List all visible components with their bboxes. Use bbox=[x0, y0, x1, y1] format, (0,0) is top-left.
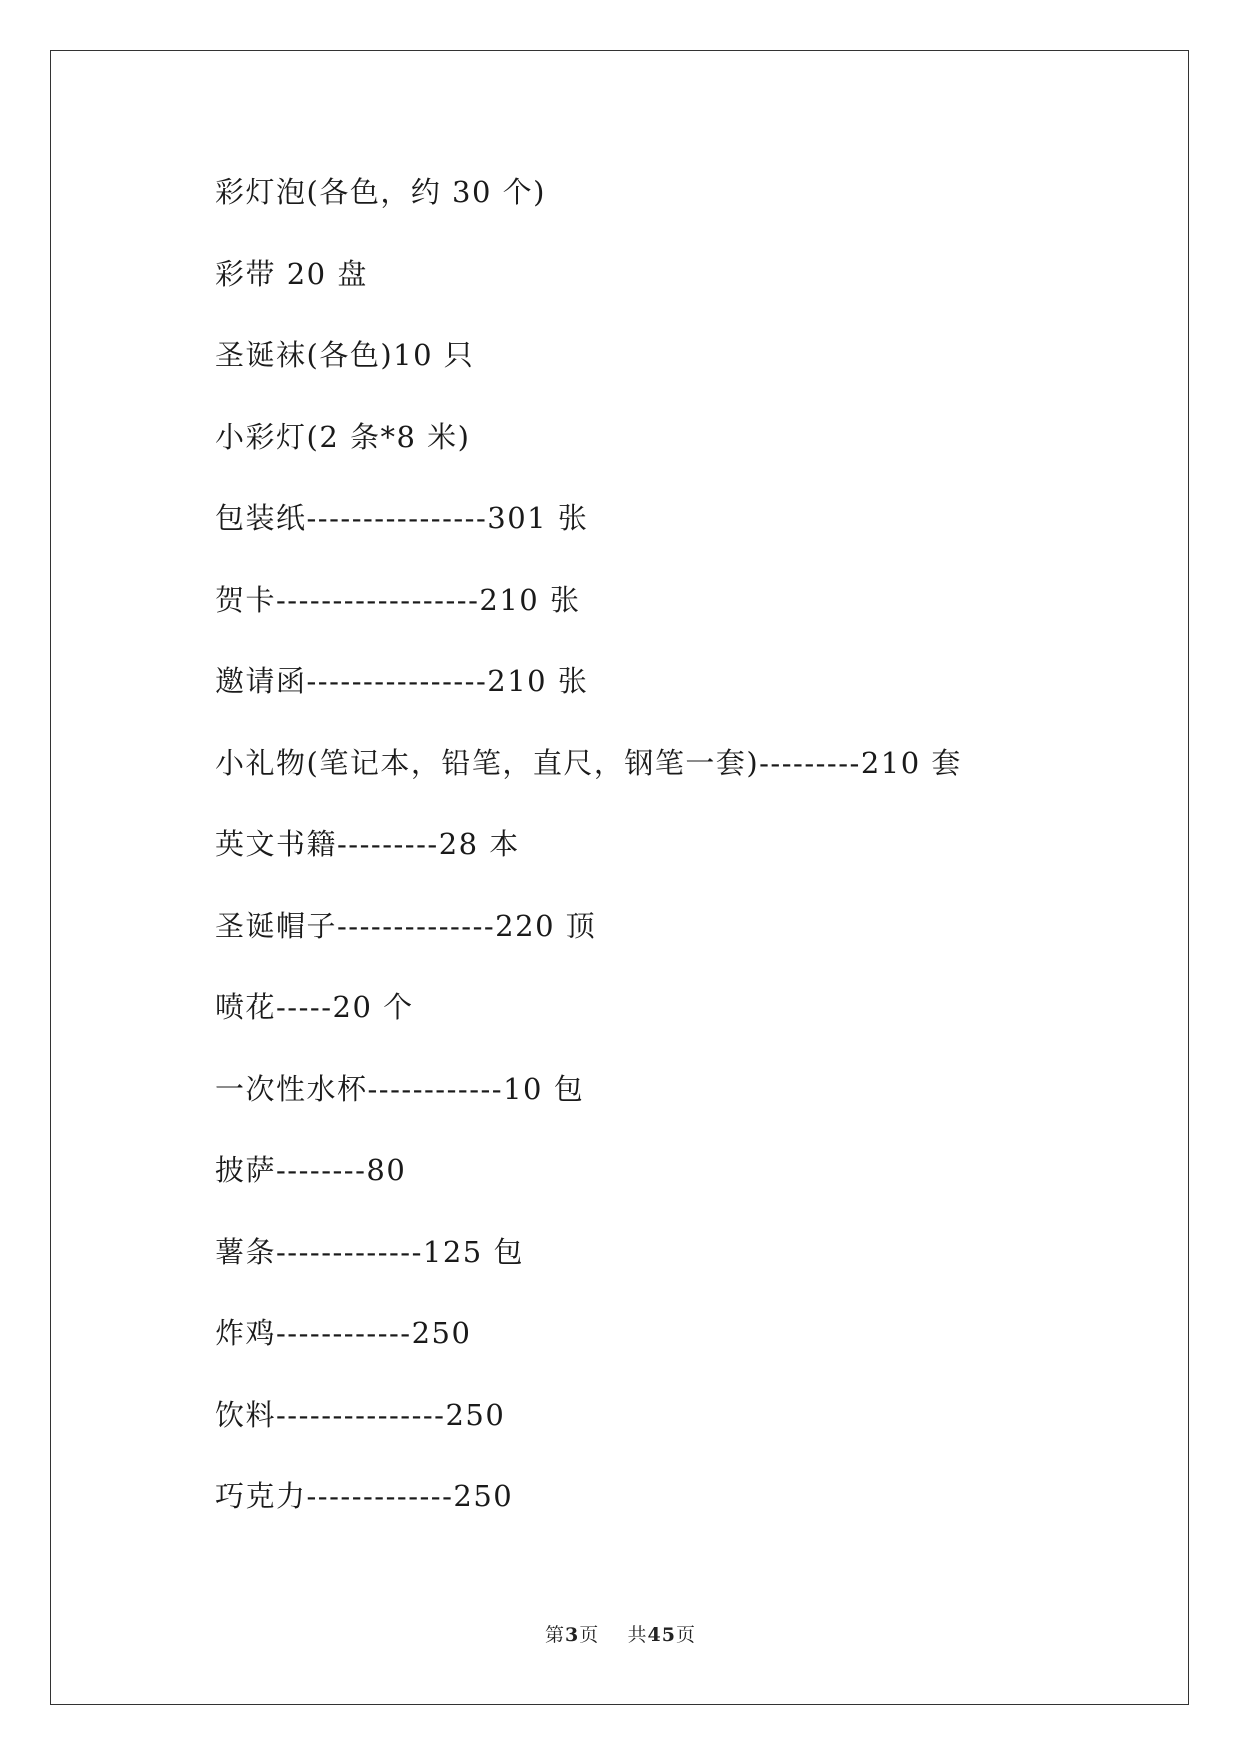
footer-prefix: 第 bbox=[545, 1624, 566, 1646]
list-item: 包装纸----------------301 张 bbox=[215, 501, 589, 535]
list-item: 贺卡------------------210 张 bbox=[215, 582, 581, 617]
list-item: 小礼物(笔记本，铅笔，直尺，钢笔一套)---------210 套 bbox=[215, 745, 962, 780]
list-item: 炸鸡------------250 bbox=[215, 1316, 472, 1350]
list-item: 薯条-------------125 包 bbox=[215, 1234, 524, 1269]
list-item: 喷花-----20 个 bbox=[215, 990, 414, 1024]
list-item: 英文书籍---------28 本 bbox=[215, 827, 520, 861]
footer-page-unit: 页 bbox=[579, 1624, 600, 1646]
footer-total-prefix: 共 bbox=[627, 1624, 648, 1646]
list-item: 巧克力-------------250 bbox=[215, 1479, 514, 1513]
page-footer bbox=[0, 1620, 1241, 1647]
list-item: 彩灯泡(各色，约 30 个) bbox=[215, 175, 546, 209]
list-item: 饮料---------------250 bbox=[215, 1397, 506, 1432]
current-page-number: 3 bbox=[565, 1624, 580, 1646]
list-item: 小彩灯(2 条*8 米) bbox=[215, 419, 471, 454]
list-item: 披萨--------80 bbox=[215, 1153, 407, 1187]
list-item: 邀请函----------------210 张 bbox=[215, 664, 589, 698]
list-item: 彩带 20 盘 bbox=[215, 256, 368, 291]
footer-total-unit: 页 bbox=[675, 1624, 696, 1646]
list-item: 一次性水杯------------10 包 bbox=[215, 1071, 585, 1106]
total-pages-number: 45 bbox=[647, 1624, 676, 1646]
list-item: 圣诞袜(各色)10 只 bbox=[215, 338, 475, 372]
list-item: 圣诞帽子--------------220 顶 bbox=[215, 908, 597, 943]
document-body bbox=[215, 168, 962, 1554]
